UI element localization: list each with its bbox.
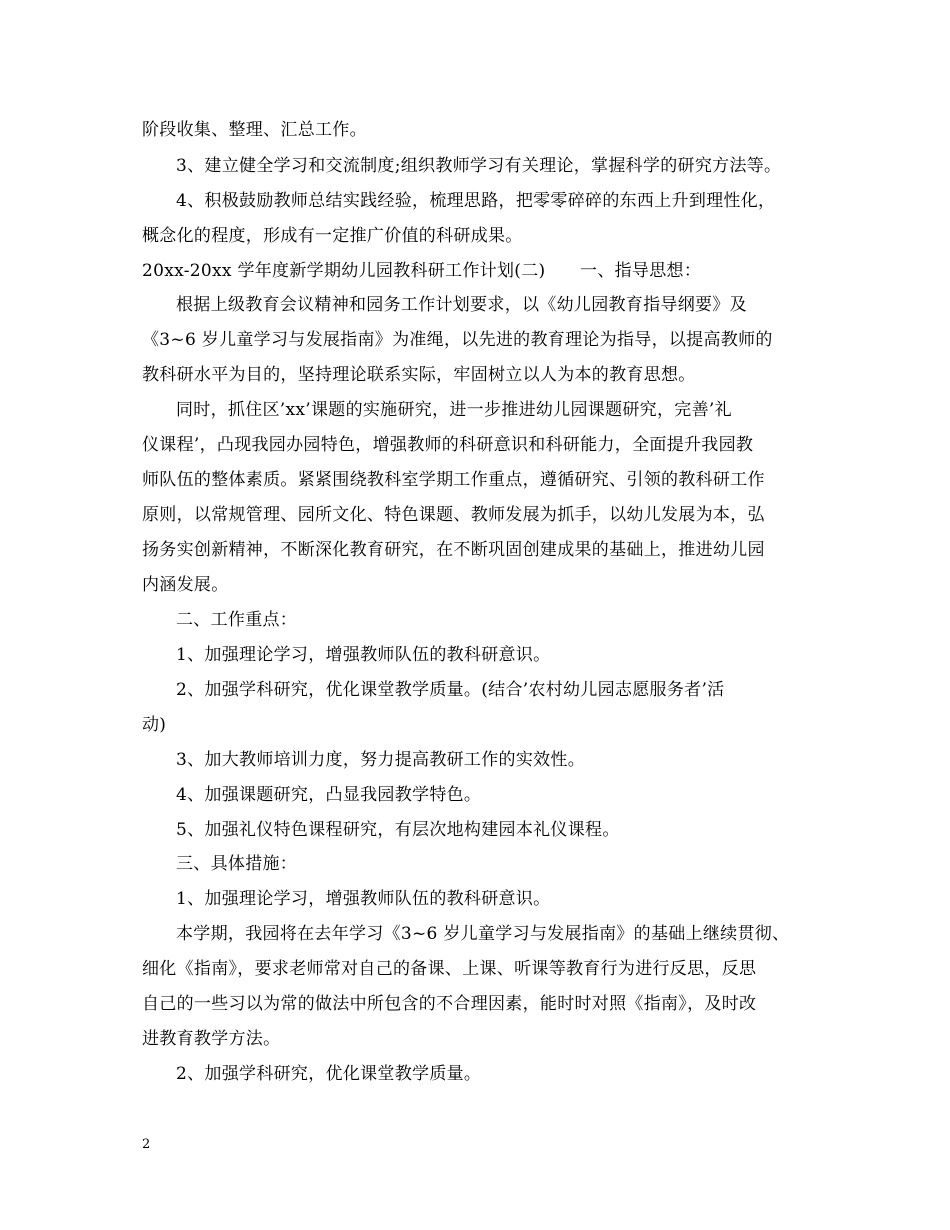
- list-item-continuation: 动): [142, 715, 167, 735]
- page-number: 2: [142, 1137, 151, 1152]
- list-item: 3、建立健全学习和交流制度;组织教师学习有关理论，掌握科学的研究方法等。: [176, 156, 782, 176]
- paragraph-line: 扬务实创新精神，不断深化教育研究，在不断巩固创建成果的基础上，推进幼儿园: [142, 540, 765, 560]
- paragraph-line: 细化《指南》，要求老师常对自己的备课、上课、听课等教育行为进行反思，反思: [142, 959, 757, 979]
- paragraph-line: 内涵发展。: [142, 575, 229, 595]
- paragraph-line: 教科研水平为目的，坚持理论联系实际，牢固树立以人为本的教育思想。: [142, 365, 696, 385]
- paragraph-line: 进教育教学方法。: [142, 1029, 281, 1049]
- list-item: 2、加强学科研究，优化课堂教学质量。(结合’农村幼儿园志愿服务者’活: [176, 680, 725, 700]
- list-item: 4、加强课题研究，凸显我园教学特色。: [176, 785, 482, 805]
- body-text-line: 阶段收集、整理、汇总工作。: [142, 120, 367, 140]
- list-item: 2、加强学科研究，优化课堂教学质量。: [176, 1064, 482, 1084]
- paragraph-line: 师队伍的整体素质。紧紧围绕教科室学期工作重点，遵循研究、引领的教科研工作: [142, 470, 765, 490]
- section-heading: 二、工作重点：: [176, 610, 298, 630]
- body-text-line: 概念化的程度，形成有一定推广价值的科研成果。: [142, 226, 523, 246]
- paragraph-line: 仪课程’，凸现我园办园特色，增强教师的科研意识和科研能力，全面提升我园教: [142, 435, 754, 455]
- paragraph-line: 根据上级教育会议精神和园务工作计划要求，以《幼儿园教育指导纲要》及: [176, 295, 747, 315]
- list-item: 3、加大教师培训力度，努力提高教研工作的实效性。: [176, 750, 586, 770]
- section-heading: 三、具体措施：: [176, 854, 298, 874]
- paragraph-line: 自己的一些习以为常的做法中所包含的不合理因素，能时时对照《指南》，及时改: [142, 994, 757, 1014]
- paragraph-line: 原则，以常规管理、园所文化、特色课题、教师发展为抓手，以幼儿发展为本，弘: [142, 505, 765, 525]
- paragraph-line: 本学期，我园将在去年学习《3~6 岁儿童学习与发展指南》的基础上继续贯彻、: [176, 924, 790, 944]
- section-title: 20xx-20xx 学年度新学期幼儿园教科研工作计划(二) 一、指导思想：: [142, 261, 702, 281]
- list-item: 5、加强礼仪特色课程研究，有层次地构建园本礼仪课程。: [176, 820, 620, 840]
- list-item: 1、加强理论学习，增强教师队伍的教科研意识。: [176, 645, 551, 665]
- paragraph-line: 《3~6 岁儿童学习与发展指南》为准绳，以先进的教育理论为指导，以提高教师的: [142, 330, 773, 350]
- paragraph-line: 同时，抓住区’xx’课题的实施研究，进一步推进幼儿园课题研究，完善’礼: [176, 400, 732, 420]
- list-item: 4、积极鼓励教师总结实践经验，梳理思路，把零零碎碎的东西上升到理性化，: [176, 191, 776, 211]
- list-item: 1、加强理论学习，增强教师队伍的教科研意识。: [176, 889, 551, 909]
